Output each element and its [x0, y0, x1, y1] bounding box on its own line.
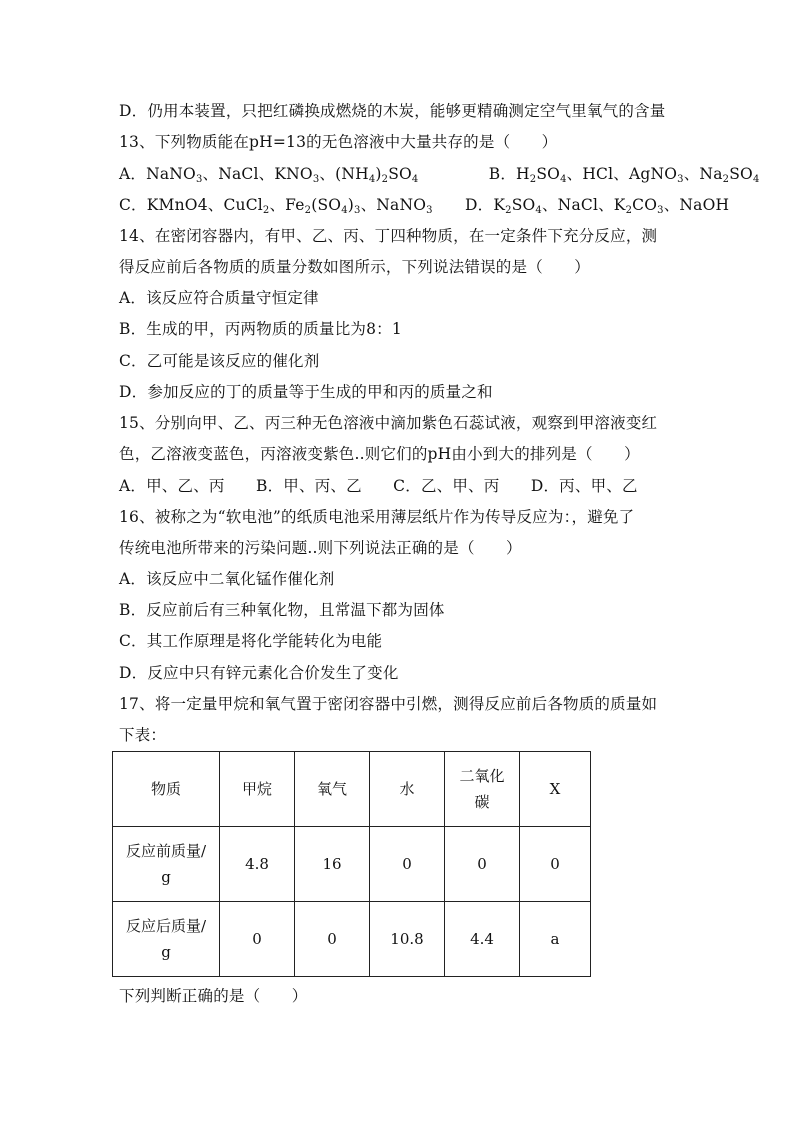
table-header-cell: 物质 — [113, 752, 220, 827]
q14-option-c: C．乙可能是该反应的催化剂 — [119, 352, 320, 370]
q16-option-a: A．该反应中二氧化锰作催化剂 — [119, 570, 335, 588]
q15-stem-2: 色，乙溶液变蓝色，丙溶液变紫色..则它们的pH由小到大的排列是（ ） — [119, 445, 640, 463]
q12-option-d: D．仍用本装置，只把红磷换成燃烧的木炭，能够更精确测定空气里氧气的含量 — [119, 102, 666, 120]
table-cell: 0 — [295, 902, 370, 977]
table-cell: 反应前质量/ g — [113, 827, 220, 902]
table-cell: 4.4 — [445, 902, 520, 977]
q16-option-c: C．其工作原理是将化学能转化为电能 — [119, 632, 383, 650]
q13-options-ab: A．NaNO$_3$、NaCl、$KNO_3$、$(NH_4)_2SO_4$ B．$H_2SO_4$、HCl、AgNO$_3$、$Na_2SO_4$ — [119, 165, 760, 185]
table-cell: 10.8 — [370, 902, 445, 977]
table-cell: 0 — [520, 827, 591, 902]
mass-table — [112, 751, 591, 977]
table-header-row — [113, 752, 591, 827]
table-cell: 0 — [220, 902, 295, 977]
q14-option-a: A．该反应符合质量守恒定律 — [119, 289, 319, 307]
q17-question: 下列判断正确的是（ ） — [119, 987, 308, 1005]
q15-stem-1: 15、分别向甲、乙、丙三种无色溶液中滴加紫色石蕊试液，观察到甲溶液变红 — [119, 414, 658, 432]
q13-stem: 13、下列物质能在pH=13的无色溶液中大量共存的是（ ） — [119, 133, 558, 151]
table-header-cell: X — [520, 752, 591, 827]
q14-option-b: B．生成的甲，丙两物质的质量比为8：1 — [119, 320, 402, 338]
q16-option-d: D．反应中只有锌元素化合价发生了变化 — [119, 664, 399, 682]
table-row — [113, 827, 591, 902]
table-header-cell: 水 — [370, 752, 445, 827]
table-cell: 16 — [295, 827, 370, 902]
q16-stem-2: 传统电池所带来的污染问题..则下列说法正确的是（ ） — [119, 539, 522, 557]
table-cell: a — [520, 902, 591, 977]
table-cell: 4.8 — [220, 827, 295, 902]
table-header-cell: 氧气 — [295, 752, 370, 827]
q14-stem-1: 14、在密闭容器内，有甲、乙、丙、丁四种物质，在一定条件下充分反应，测 — [119, 227, 658, 245]
table-header-cell: 二氧化 碳 — [445, 752, 520, 827]
q15-options: A．甲、乙、丙 B．甲、丙、乙 C．乙、甲、丙 D．丙、甲、乙 — [119, 477, 638, 495]
q17-stem-2: 下表： — [119, 726, 167, 744]
q16-stem-1: 16、被称之为“软电池”的纸质电池采用薄层纸片作为传导反应为：，避免了 — [119, 508, 635, 526]
table-cell: 0 — [370, 827, 445, 902]
table-cell: 0 — [445, 827, 520, 902]
q14-stem-2: 得反应前后各物质的质量分数如图所示，下列说法错误的是（ ） — [119, 258, 591, 276]
table-cell: 反应后质量/ g — [113, 902, 220, 977]
q14-option-d: D．参加反应的丁的质量等于生成的甲和丙的质量之和 — [119, 383, 493, 401]
q17-stem-1: 17、将一定量甲烷和氧气置于密闭容器中引燃，测得反应前后各物质的质量如 — [119, 695, 658, 713]
table-row — [113, 902, 591, 977]
q13-options-cd: C．KMnO4、CuCl$_2$、$Fe_2(SO_4)_3$、NaNO$_3$ D．$K_2SO_4$、NaCl、$K_2CO_3$、NaOH — [119, 196, 730, 216]
q16-option-b: B．反应前后有三种氧化物，且常温下都为固体 — [119, 601, 445, 619]
table-header-cell: 甲烷 — [220, 752, 295, 827]
